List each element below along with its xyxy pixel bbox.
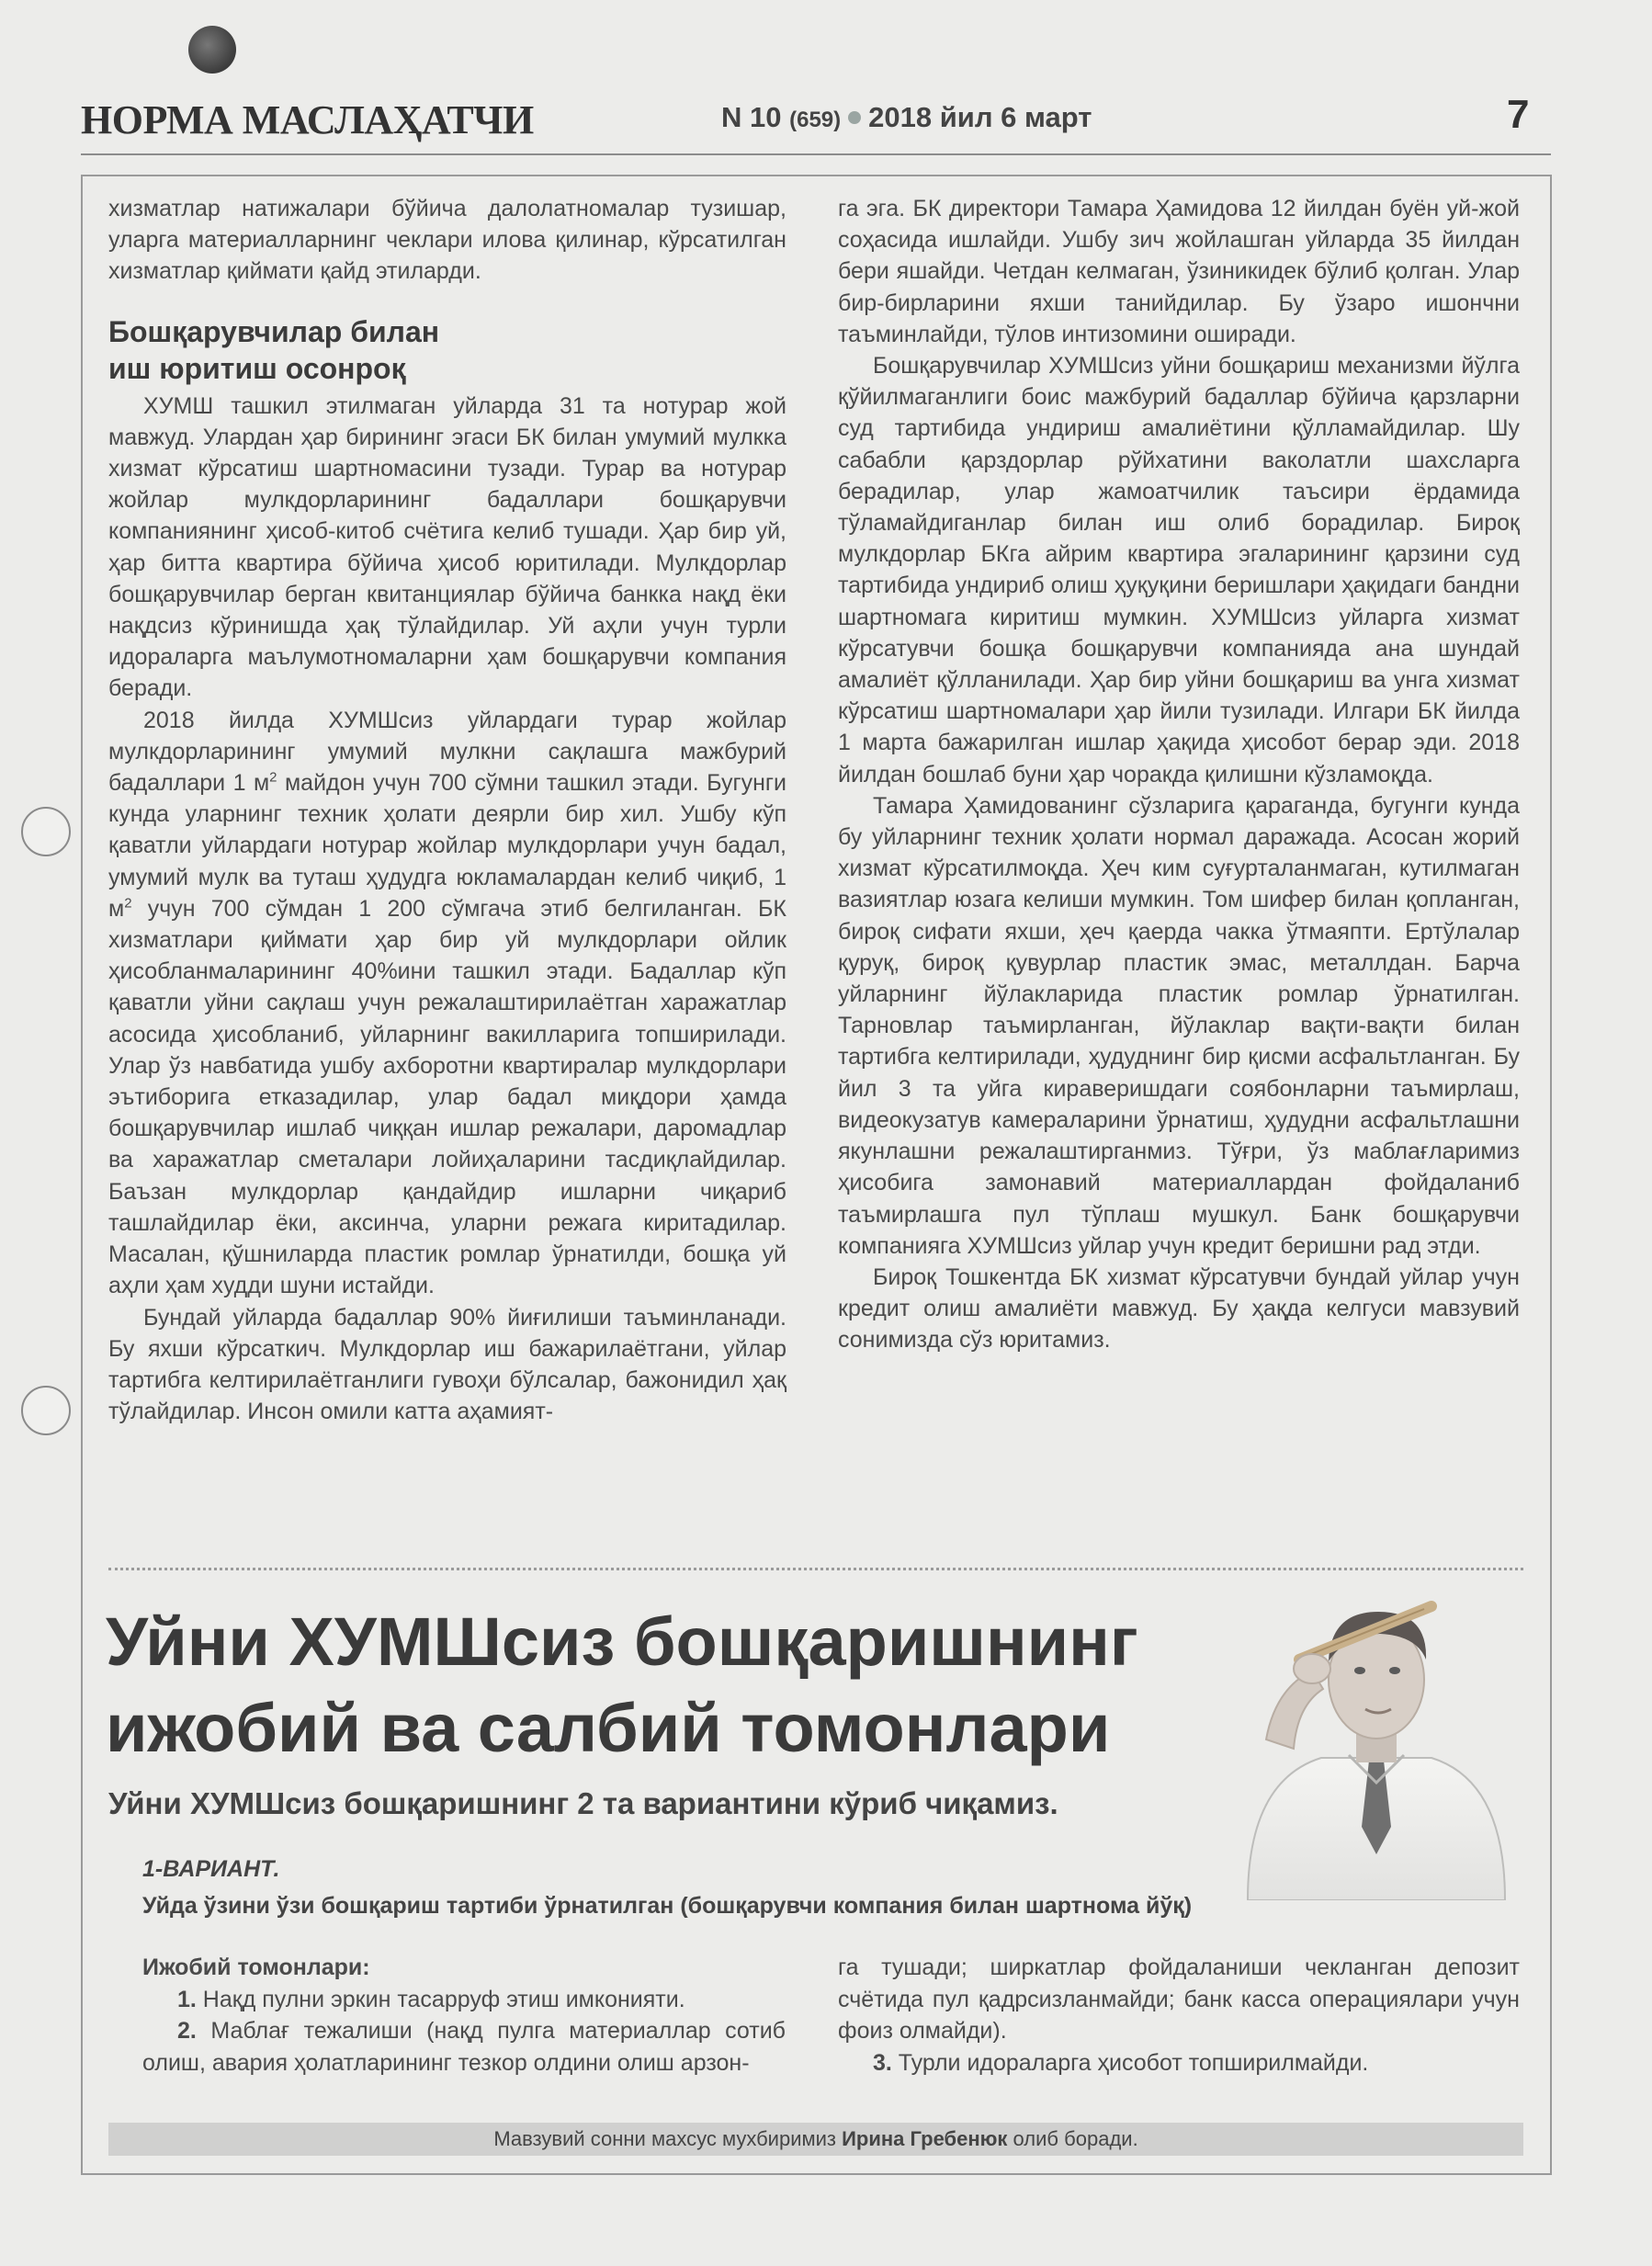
feature-right-column <box>838 1952 1520 2079</box>
variant-title: Уйда ўзини ўзи бошқариш тартиби ўрнатилган (бошқарувчи компания билан шартнома йўқ) <box>142 1893 1193 1919</box>
list-item <box>142 1984 786 2016</box>
punch-hole-icon <box>21 1386 71 1435</box>
left-paragraph-3: Бундай уйларда бадаллар 90% йиғилиши таъминланади. Бу яхши кўрсаткич. Мулкдорлар иш бажарилаётгани, уйлар тартибга келтирилаётганлиги гувоҳи бўлсалар, бажонидил ҳақ тўлайдилар. Инсон омили катта аҳамият- <box>108 1304 786 1425</box>
left-intro-paragraph: хизматлар натижалари бўйича далолатномалар тузишар, уларга материалларнинг чеклари илова қилинар, кўрсатилган хизматлар қиймати қайд этиларди. <box>108 196 786 285</box>
list-item-text: Нақд пулни эркин тасарруф этиш имконияти. <box>196 1986 685 2012</box>
issue-total: (659) <box>789 108 842 132</box>
superscript: 2 <box>124 895 132 912</box>
feature-lead: Уйни ХУМШсиз бошқаришнинг 2 та вариантини кўриб чиқамиз. <box>108 1786 1058 1820</box>
punch-hole-icon <box>21 807 71 856</box>
feature-left-column <box>142 1952 786 2079</box>
left-paragraph-2-part-c: учун 700 сўмдан 1 200 сўмгача этиб белгиланган. БК хизматлари қиймати ҳар бир уй мулкдорлари ойлик ҳисобланмаларининг 40%ини ташкил этади. Бадаллар кўп қаватли уйни сақлаш учун режалаштирилаётган харажатлар асосида ҳисобланиб, уйларнинг вакилларига топширилади. Улар ўз навбатида ушбу ахборотни квартиралар мулкдорлари эътиборига етказадилар, улар бадал миқдори ҳамда бошқарувчилар ишлаб чиққан ишлар режалари, даромадлар ва харажатлар сметалари лойиҳаларини тасдиқлайдилар. Баъзан мулкдорлар қандайдир ишларни чиқариб ташлайдилар ёки, аксинча, уларни режага киритадилар. Масалан, қўшниларда пластик ромлар ўрнатилди, бошқа уй аҳли ҳам худди шуни истайди. <box>108 895 786 1299</box>
businessman-illustration-icon <box>1211 1551 1542 1900</box>
list-item-number: 2. <box>177 2018 197 2044</box>
list-item-text: Маблағ тежалиши (нақд пулга материаллар сотиб олиш, авария ҳолатларининг тезкор олдини олиш арзон- <box>142 2018 786 2076</box>
left-paragraph-2 <box>108 705 786 1302</box>
section-heading-line2: иш юритиш осонроқ <box>108 351 406 385</box>
left-paragraph-1: ХУМШ ташкил этилмаган уйларда 31 та нотурар жой мавжуд. Улардан ҳар бирининг эгаси БК билан умумий мулкка хизмат кўрсатиш шартномасини тузади. Турар ва нотурар жойлар мулкдорларининг бадаллари бошқарувчи компаниянинг ҳисоб-китоб счётига келиб тушади. Ҳар бир уй, ҳар битта квартира бўйича ҳисоб юритилади. Мулкдорлар бошқарувчилар берган квитанциялар бўйича банкка нақд ёки нақдсиз кўринишда ҳақ тўлайдилар. Уй аҳли учун турли идораларга маълумотномаларни ҳам бошқарувчи компания беради. <box>108 392 786 702</box>
left-paragraph-2-part-b: майдон учун 700 сўмни ташкил этади. Бугунги кунда уларнинг техник ҳолати деярли бир хил. Ушбу кўп қаватли уйлардаги нотурар жойлар мулкдорлари учун бадал, умумий мулк ва туташ ҳудудга юкламалардан келиб чиқиб, 1 м <box>108 770 786 922</box>
right-paragraph-2: Бошқарувчилар ХУМШсиз уйни бошқариш механизми йўлга қўйилмаганлиги боис мажбурий бадаллар бўйича қарзларни суд тартибида ундириш амалиётини қўлламайдилар. Шу сабабли қарздорлар рўйхатини ваколатли шахсларга берадилар, улар жамоатчилик таъсири ёрдамида тўламайдиганлар билан иш олиб борадилар. Бироқ мулкдорлар БКга айрим квартира эгаларининг қарзини суд тартибида ундириб олиш ҳуқуқини беришлари ҳақидаги бандни шартномага киритиш мумкин. ХУМШсиз уйларга хизмат кўрсатувчи бошқа бошқарувчи компанияда ана шундай амалиёт қўлланилади. Ҳар бир уйни бошқариш ва унга хизмат кўрсатиш шартномалари ҳар йили тузилади. Илгари БК йилда 1 марта бажарилган ишлар ҳақида ҳисобот берар эди. 2018 йилдан бошлаб буни ҳар чоракда қилишни кўзламоқда. <box>838 353 1520 787</box>
variant-label: 1-ВАРИАНТ. <box>142 1856 280 1882</box>
superscript: 2 <box>269 769 277 786</box>
issue-info <box>721 101 1092 134</box>
credit-suffix: олиб боради. <box>1007 2127 1138 2150</box>
left-paragraph-2-part-a: 2018 йилда ХУМШсиз уйлардаги турар жойлар мулкдорларининг умумий мулкни сақлашга мажбурий бадаллари 1 м <box>108 707 786 797</box>
credit-author: Ирина Гребенюк <box>842 2127 1008 2150</box>
pros-heading: Ижобий томонлари: <box>142 1954 370 1980</box>
list-item-number: 1. <box>177 1986 197 2012</box>
article-left-column <box>108 193 786 1427</box>
masthead-title: НОРМА МАСЛАҲАТЧИ <box>81 97 534 142</box>
section-heading-line1: Бошқарувчилар билан <box>108 314 440 348</box>
right-paragraph-4: Бироқ Тошкентда БК хизмат кўрсатувчи бундай уйлар учун кредит олиш амалиёти мавжуд. Бу ҳақда келгуси мавзувий сонимизда сўз юритамиз. <box>838 1263 1520 1354</box>
article-right-column <box>838 193 1520 1356</box>
list-item-text: Турли идораларга ҳисобот топширилмайди. <box>891 2049 1369 2076</box>
page-number: 7 <box>1507 92 1530 137</box>
list-item-continuation: га тушади; ширкатлар фойдаланиши чекланган депозит счётида пул қадрсизланмайди; банк касса операциялари учун фоиз олмайди). <box>838 1954 1520 2044</box>
issue-date: 2018 йил 6 март <box>868 101 1092 133</box>
list-item <box>838 2047 1520 2079</box>
section-heading <box>108 313 786 387</box>
right-paragraph-3: Тамара Ҳамидованинг сўзларига қараганда, бугунги кунда бу уйларнинг техник ҳолати нормал даражада. Асосан жорий хизмат кўрсатилмоқда. Ҳеч ким суғурталанмаган, кутилмаган вазиятлар юзага келиши мумкин. Том шифер билан қопланган, бироқ сифати яхши, ҳеч қаерда чакка ўтмаяпти. Ертўлалар қуруқ, бироқ қувурлар пластик эмас, металлдан. Барча уйларнинг йўлакларида пластик ромлар ўрнатилган. Тарновлар таъмирланган, йўлаклар вақти-вақти билан тартибга келтирилади, ҳудуднинг бир қисми асфальтланган. Бу йил 3 та уйга кираверишдаги соябонларни таъмирлаш, видеокузатув камераларини ўрнатиш, ҳудудни асфальтлашни якунлашни режалаштирганмиз. Тўғри, ўз маблағларимиз ҳисобига замонавий материаллардан фойдаланиб таъмирлашга пул тўплаш мушкул. Банк бошқарувчи компанияга ХУМШсиз уйлар учун кредит беришни рад этди. <box>838 792 1520 1259</box>
feature-headline-line1: Уйни ХУМШсиз бошқаришнинг <box>106 1603 1138 1680</box>
list-item-number: 3. <box>873 2049 892 2076</box>
credit-prefix: Мавзувий сонни махсус мухбиримиз <box>493 2127 843 2150</box>
list-item <box>142 2015 786 2079</box>
right-paragraph-1: га эга. БК директори Тамара Ҳамидова 12 йилдан буён уй-жой соҳасида ишлайди. Ушбу зич жойлашган уйларда 35 йилдан бери яшайди. Четдан келмаган, ўзиникидек бўлиб қолган. Улар бир-бирларини яхши танийдилар. Бу ўзаро ишончни таъминлайди, тўлов интизомини оширади. <box>838 196 1520 347</box>
issue-number: N 10 <box>721 101 782 133</box>
credit-bar <box>108 2123 1523 2156</box>
feature-headline-line2: ижобий ва салбий томонлари <box>106 1690 1111 1766</box>
header-rule <box>81 153 1551 155</box>
feature-headline <box>106 1599 1138 1772</box>
masthead-logo <box>188 26 236 74</box>
bullet-dot-icon <box>848 111 861 124</box>
